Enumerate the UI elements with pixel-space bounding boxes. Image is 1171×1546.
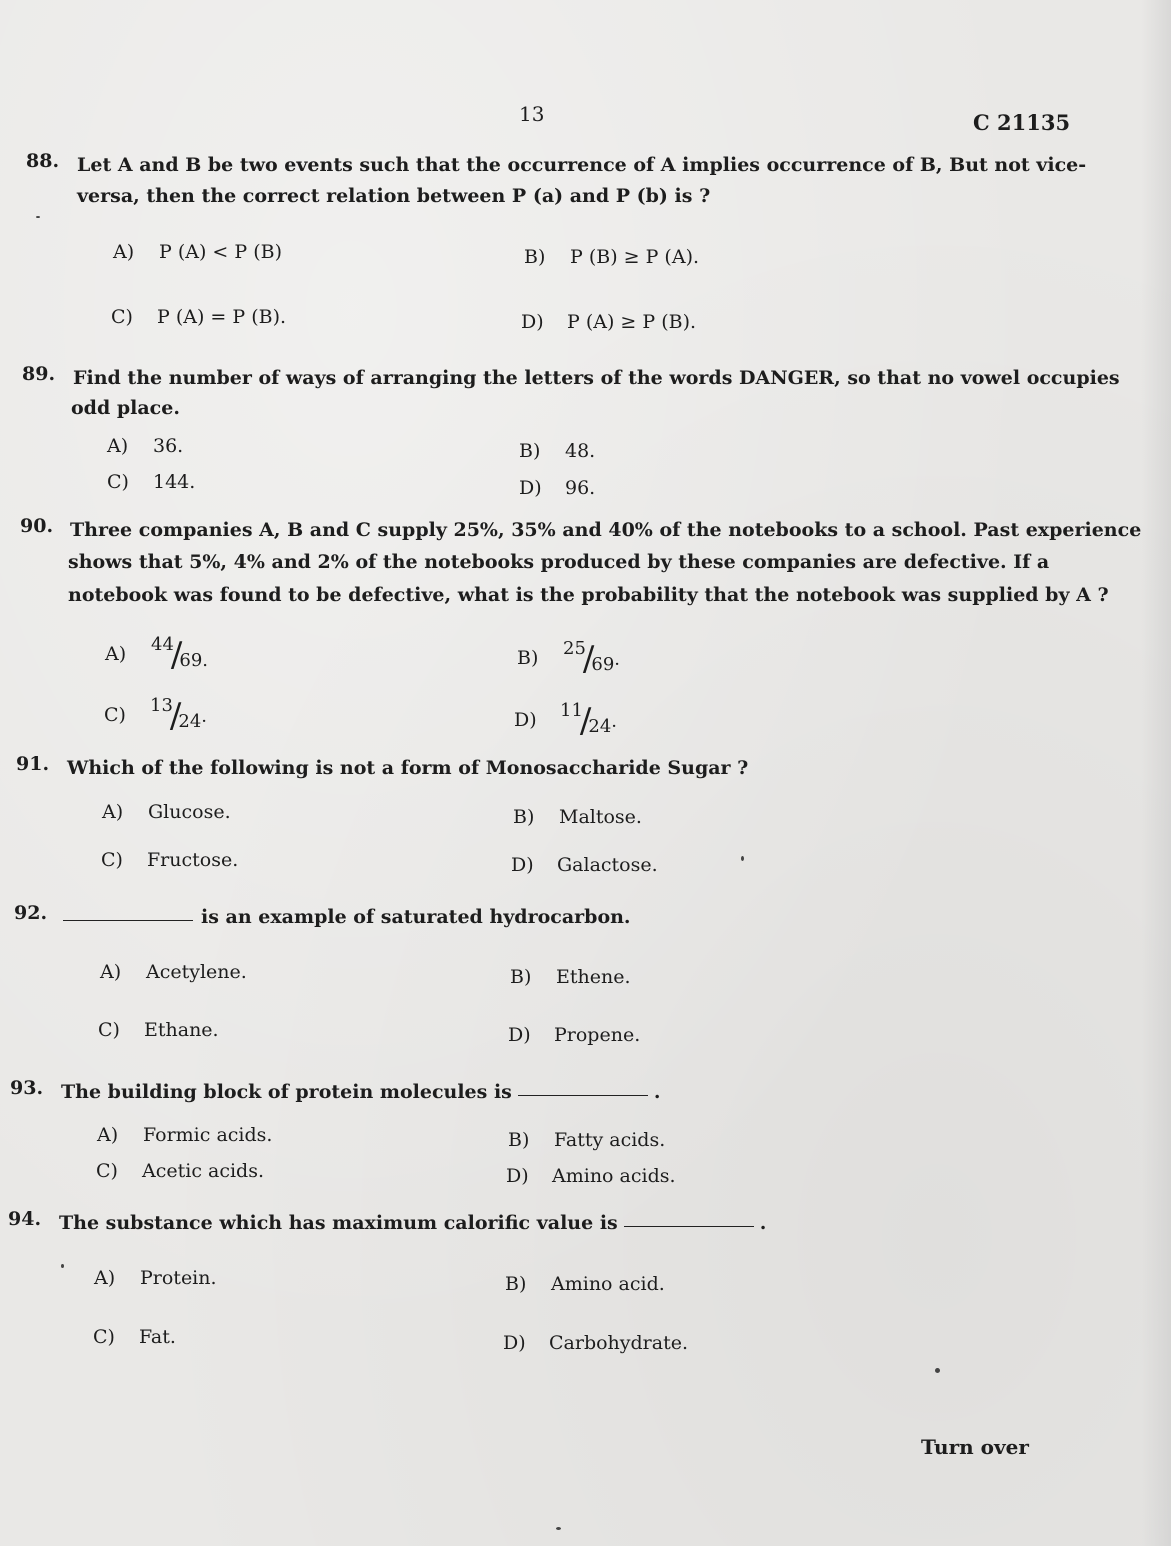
option-90-a: A) 44/69. bbox=[105, 634, 209, 675]
question-number-88: 88. bbox=[26, 150, 60, 172]
scan-speck bbox=[741, 856, 744, 861]
option-93-a: A) Formic acids. bbox=[97, 1124, 273, 1146]
option-94-b: B) Amino acid. bbox=[505, 1273, 665, 1295]
option-91-d: D) Galactose. bbox=[511, 854, 658, 876]
option-92-c: C) Ethane. bbox=[98, 1019, 219, 1041]
answer-blank-93 bbox=[518, 1095, 648, 1096]
option-89-b: B) 48. bbox=[519, 440, 596, 462]
scan-speck bbox=[935, 1368, 940, 1373]
fraction-90-c: 13/24· bbox=[150, 695, 208, 736]
option-91-b: B) Maltose. bbox=[513, 806, 642, 828]
option-91-a: A) Glucose. bbox=[102, 801, 231, 823]
question-number-89: 89. bbox=[22, 363, 56, 385]
option-93-d: D) Amino acids. bbox=[506, 1165, 676, 1187]
option-90-d: D) 11/24· bbox=[514, 700, 618, 741]
option-92-d: D) Propene. bbox=[508, 1024, 641, 1046]
option-89-a: A) 36. bbox=[107, 435, 184, 457]
fraction-90-b: 25/69· bbox=[563, 638, 621, 679]
option-88-b: B) P (B) ≥ P (A). bbox=[524, 246, 700, 268]
question-89-line2: odd place. bbox=[71, 397, 180, 419]
option-94-c: C) Fat. bbox=[93, 1326, 176, 1348]
option-94-a: A) Protein. bbox=[94, 1267, 217, 1289]
answer-blank-92 bbox=[63, 920, 193, 921]
option-88-a: A) P (A) < P (B) bbox=[113, 241, 282, 263]
question-90-line1: Three companies A, B and C supply 25%, 35% and 40% of the notebooks to a school. Past experience bbox=[70, 519, 1142, 541]
question-94-line1: The substance which has maximum calorific value is . bbox=[59, 1212, 767, 1234]
question-90-line3: notebook was found to be defective, what is the probability that the notebook was supplied by A ? bbox=[68, 584, 1109, 606]
question-92-line1: is an example of saturated hydrocarbon. bbox=[63, 902, 631, 933]
question-89-line1: Find the number of ways of arranging the letters of the words DANGER, so that no vowel occupies bbox=[73, 367, 1120, 389]
question-number-93: 93. bbox=[10, 1077, 44, 1099]
option-94-d: D) Carbohydrate. bbox=[503, 1332, 689, 1354]
option-93-b: B) Fatty acids. bbox=[508, 1129, 666, 1151]
question-number-94: 94. bbox=[8, 1208, 42, 1230]
fraction-90-a: 44/69. bbox=[151, 634, 209, 675]
turn-over-label: Turn over bbox=[921, 1435, 1029, 1459]
option-92-b: B) Ethene. bbox=[510, 966, 631, 988]
scan-speck bbox=[36, 216, 40, 218]
answer-blank-94 bbox=[624, 1226, 754, 1227]
fraction-90-d: 11/24· bbox=[560, 700, 618, 741]
scan-speck bbox=[556, 1527, 561, 1530]
question-number-92: 92. bbox=[14, 902, 48, 924]
option-88-d: D) P (A) ≥ P (B). bbox=[521, 311, 697, 333]
paper-code: C 21135 bbox=[973, 110, 1071, 135]
option-92-a: A) Acetylene. bbox=[100, 961, 247, 983]
option-89-d: D) 96. bbox=[519, 477, 596, 499]
option-89-c: C) 144. bbox=[107, 471, 196, 493]
option-91-c: C) Fructose. bbox=[101, 849, 239, 871]
question-90-line2: shows that 5%, 4% and 2% of the notebooks produced by these companies are defective. If a bbox=[68, 551, 1050, 573]
option-90-c: C) 13/24· bbox=[104, 695, 208, 736]
page-edge-shadow bbox=[1141, 0, 1171, 1546]
page-number: 13 bbox=[519, 102, 545, 126]
question-number-90: 90. bbox=[20, 515, 54, 537]
question-number-91: 91. bbox=[16, 753, 50, 775]
question-93-line1: The building block of protein molecules is . bbox=[61, 1081, 661, 1103]
question-91-line1: Which of the following is not a form of Monosaccharide Sugar ? bbox=[67, 757, 749, 779]
question-88-line2: versa, then the correct relation between P (a) and P (b) is ? bbox=[77, 185, 711, 207]
option-88-c: C) P (A) = P (B). bbox=[111, 306, 287, 328]
question-88-line1: Let A and B be two events such that the occurrence of A implies occurrence of B, But not vice- bbox=[77, 154, 1087, 176]
option-93-c: C) Acetic acids. bbox=[96, 1160, 264, 1182]
option-90-b: B) 25/69· bbox=[517, 638, 621, 679]
scan-speck bbox=[61, 1264, 64, 1268]
